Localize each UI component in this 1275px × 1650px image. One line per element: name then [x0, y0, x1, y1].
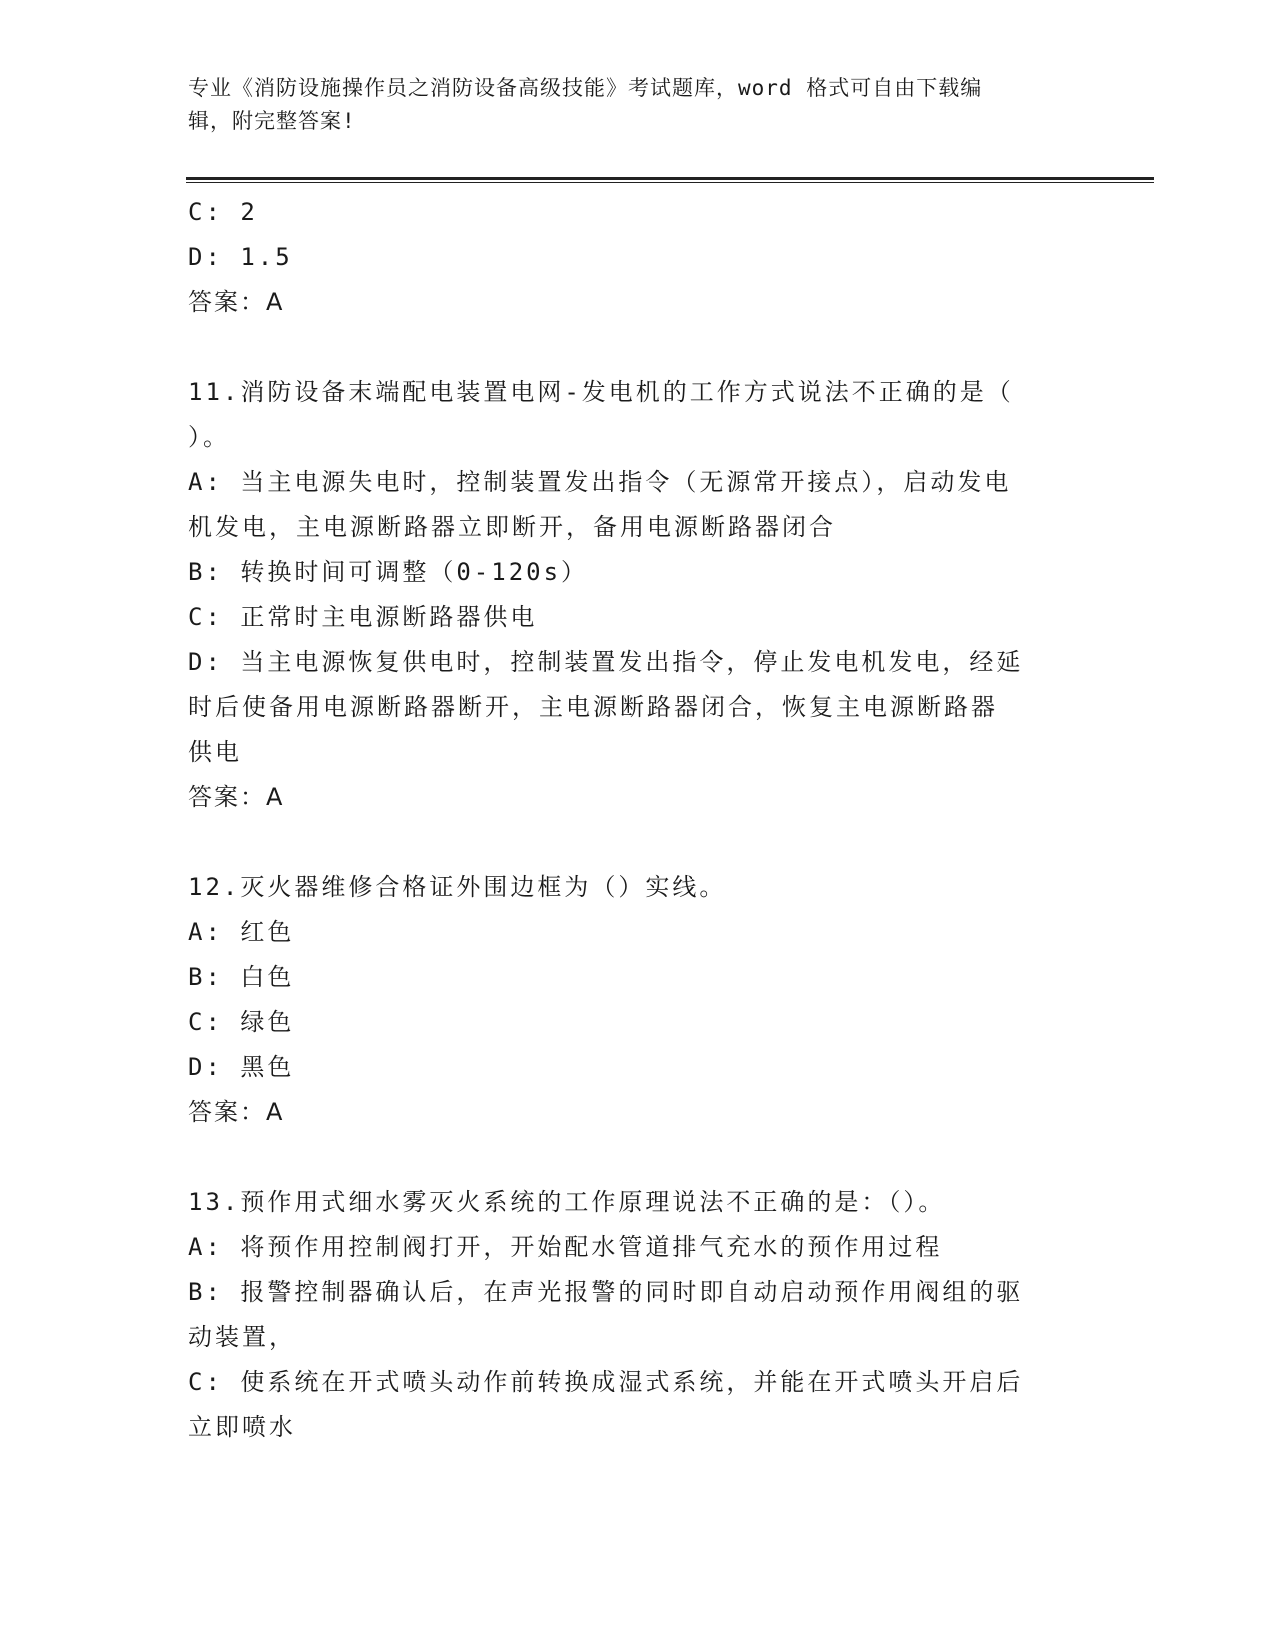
answer: 答案：A	[188, 1098, 285, 1126]
header-line-2: 辑，附完整答案!	[188, 109, 356, 133]
question-13	[188, 1180, 1088, 1450]
answer: 答案：A	[188, 288, 285, 316]
option-a: A: 红色	[188, 918, 295, 946]
question-stem: 13.预作用式细水雾灭火系统的工作原理说法不正确的是：（）。	[188, 1188, 946, 1216]
option-d-cont: 时后使备用电源断路器断开，主电源断路器闭合，恢复主电源断路器	[188, 693, 998, 721]
question-stem: 11.消防设备末端配电装置电网-发电机的工作方式说法不正确的是（	[188, 378, 1014, 406]
answer: 答案：A	[188, 783, 285, 811]
option-d: D: 当主电源恢复供电时，控制装置发出指令，停止发电机发电，经延	[188, 648, 1024, 676]
document-body	[188, 190, 1088, 1450]
option-d: D: 1.5	[188, 243, 293, 271]
option-c: C: 绿色	[188, 1008, 295, 1036]
option-c: C: 使系统在开式喷头动作前转换成湿式系统，并能在开式喷头开启后	[188, 1368, 1024, 1396]
option-b: B: 白色	[188, 963, 295, 991]
spacer	[188, 820, 1088, 865]
option-c: C: 正常时主电源断路器供电	[188, 603, 538, 631]
option-d-cont-2: 供电	[188, 738, 242, 766]
option-a: A: 当主电源失电时，控制装置发出指令（无源常开接点），启动发电	[188, 468, 1012, 496]
prev-question-tail	[188, 190, 1088, 325]
option-c-cont: 立即喷水	[188, 1413, 296, 1441]
question-12	[188, 865, 1088, 1135]
spacer	[188, 325, 1088, 370]
header-rule-thick	[186, 177, 1154, 180]
page-header	[188, 72, 1068, 138]
option-a-cont: 机发电，主电源断路器立即断开，备用电源断路器闭合	[188, 513, 836, 541]
header-rule-thin	[186, 182, 1154, 183]
option-a: A: 将预作用控制阀打开，开始配水管道排气充水的预作用过程	[188, 1233, 943, 1261]
question-stem: 12.灭火器维修合格证外围边框为（）实线。	[188, 873, 727, 901]
option-b: B: 转换时间可调整（0-120s）	[188, 558, 589, 586]
option-b-cont: 动装置，	[188, 1323, 296, 1351]
option-b: B: 报警控制器确认后，在声光报警的同时即自动启动预作用阀组的驱	[188, 1278, 1024, 1306]
option-c: C: 2	[188, 198, 258, 226]
question-11	[188, 370, 1088, 820]
question-stem-cont: ）。	[188, 423, 230, 451]
spacer	[188, 1135, 1088, 1180]
option-d: D: 黑色	[188, 1053, 295, 1081]
header-line-1: 专业《消防设施操作员之消防设备高级技能》考试题库，word 格式可自由下载编	[188, 76, 983, 100]
